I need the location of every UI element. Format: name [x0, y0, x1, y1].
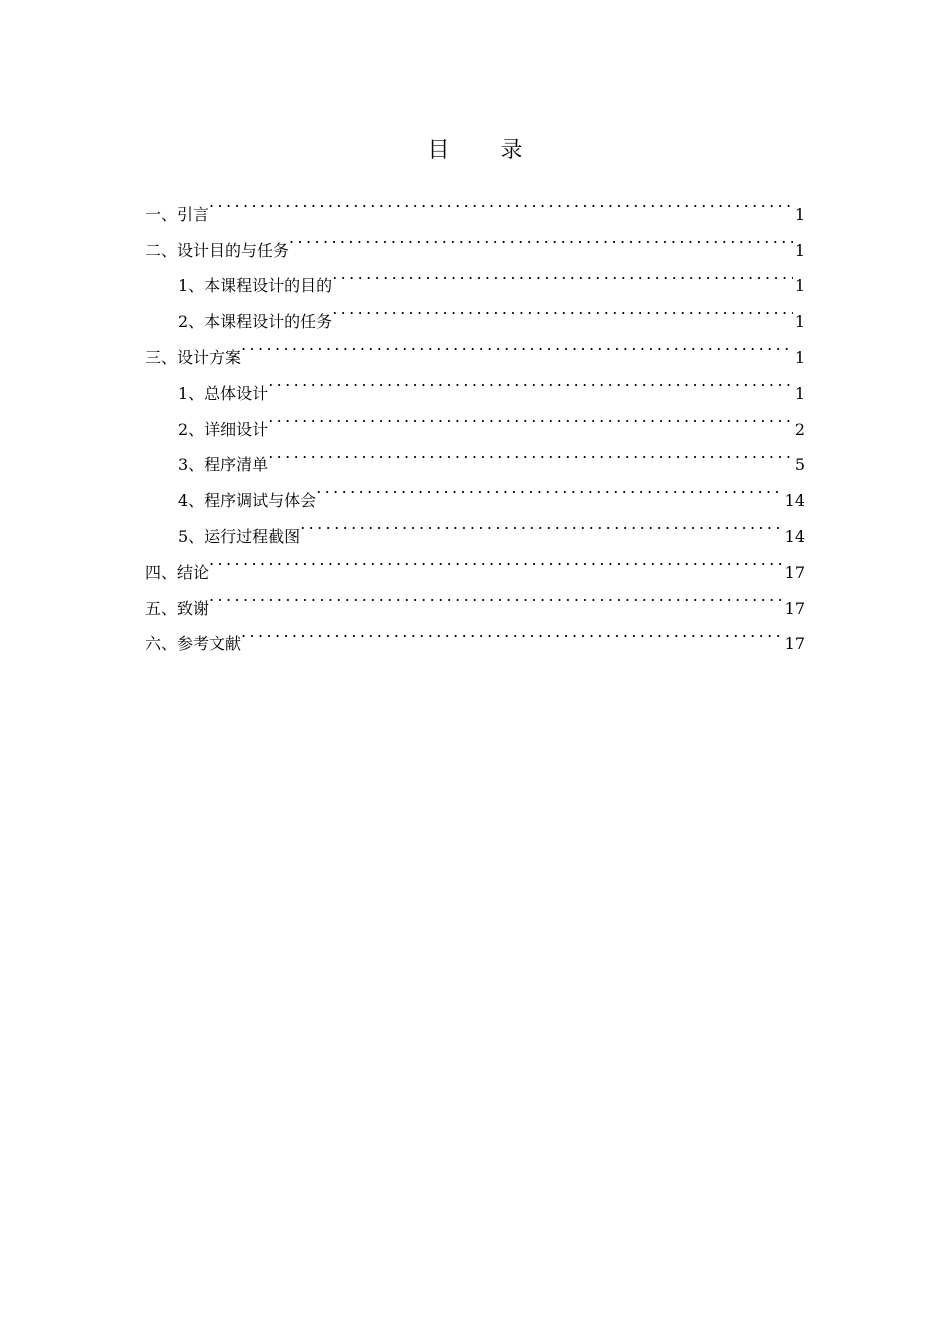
toc-entry[interactable]	[145, 327, 805, 367]
table-of-contents	[145, 184, 805, 654]
toc-entry-label: 5、运行过程截图	[178, 526, 301, 546]
toc-entry[interactable]	[145, 184, 805, 224]
toc-entry-label: 六、参考文献	[145, 634, 242, 654]
toc-entry-label: 二、设计目的与任务	[145, 240, 290, 260]
toc-entry[interactable]	[145, 614, 805, 654]
toc-entry-label: 2、本课程设计的任务	[178, 312, 333, 332]
toc-page-number: 14	[784, 526, 805, 546]
toc-page-number: 1	[794, 204, 805, 224]
toc-entry-label: 1、总体设计	[178, 383, 269, 403]
toc-entry[interactable]	[145, 542, 805, 582]
toc-dot-leader	[300, 506, 782, 542]
toc-page-number: 14	[784, 491, 805, 511]
toc-entry-label: 一、引言	[145, 204, 210, 224]
toc-title: 目 录	[427, 138, 545, 163]
toc-dot-leader	[209, 184, 793, 220]
toc-page-number: 1	[794, 383, 805, 403]
toc-page-number: 1	[794, 240, 805, 260]
toc-dot-leader	[268, 363, 793, 399]
toc-page-number: 1	[794, 347, 805, 367]
toc-dot-leader	[289, 220, 793, 256]
toc-page-number: 17	[784, 562, 805, 582]
toc-entry-label: 1、本课程设计的目的	[178, 276, 333, 296]
toc-dot-leader	[209, 542, 783, 578]
toc-page-number: 1	[794, 276, 805, 296]
toc-dot-leader	[241, 614, 783, 650]
toc-dot-leader	[332, 256, 793, 292]
toc-page-number: 17	[784, 634, 805, 654]
toc-entry-label: 3、程序清单	[178, 455, 269, 475]
toc-entry-label: 五、致谢	[145, 598, 210, 618]
toc-entry[interactable]	[145, 363, 805, 403]
toc-entry-label: 2、详细设计	[178, 419, 269, 439]
toc-dot-leader	[316, 470, 782, 506]
toc-entry[interactable]	[145, 578, 805, 618]
toc-page-number: 5	[794, 455, 805, 475]
toc-dot-leader	[268, 399, 793, 435]
toc-page-number: 1	[794, 312, 805, 332]
toc-page-number: 2	[794, 419, 805, 439]
toc-dot-leader	[241, 327, 793, 363]
toc-dot-leader	[209, 578, 783, 614]
toc-page-number: 17	[784, 598, 805, 618]
toc-entry-label: 三、设计方案	[145, 347, 242, 367]
toc-entry-label: 四、结论	[145, 562, 210, 582]
toc-entry-label: 4、程序调试与体会	[178, 491, 317, 511]
toc-entry[interactable]	[145, 220, 805, 260]
toc-dot-leader	[332, 291, 793, 327]
toc-dot-leader	[268, 435, 793, 471]
